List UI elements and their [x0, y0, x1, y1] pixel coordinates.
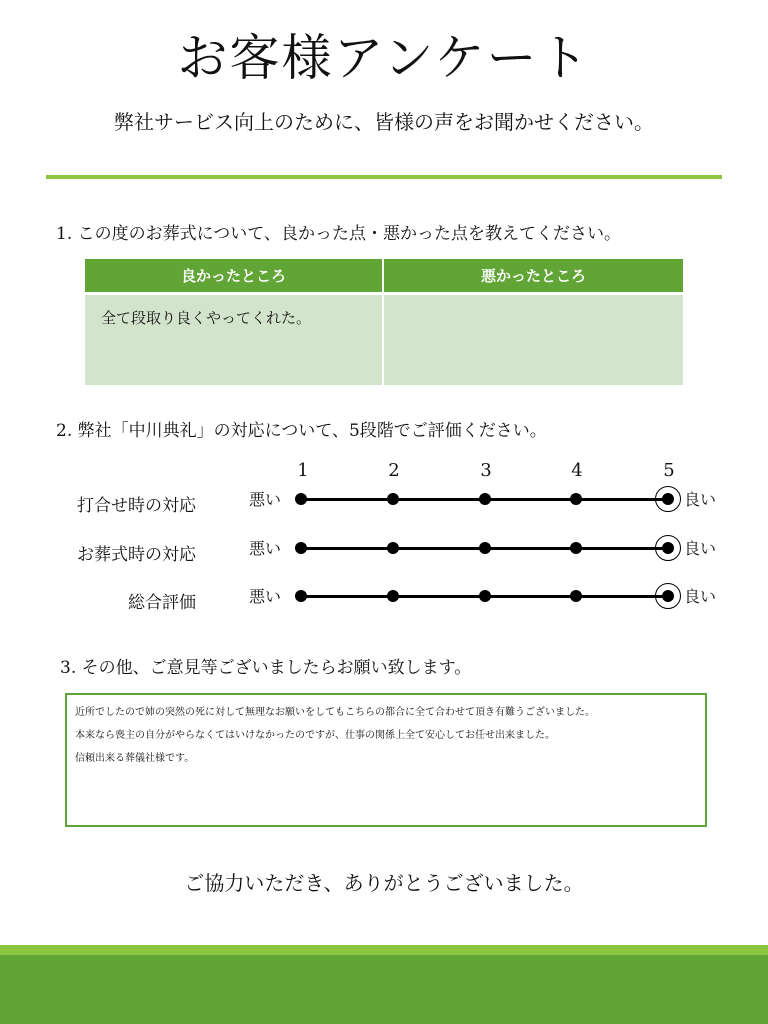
comment-line: 近所でしたので姉の突然の死に対して無理なお願いをしてもこちらの都合に全て合わせて頂き有難うございました。 — [75, 707, 595, 718]
rating-option-1[interactable] — [295, 542, 307, 554]
good-bad-table — [85, 259, 683, 385]
high-label: 良い — [684, 490, 717, 509]
rating-option-4[interactable] — [570, 542, 582, 554]
rating-option-3[interactable] — [479, 590, 491, 602]
page-title: お客様アンケート — [177, 29, 591, 87]
rating-row-label: お葬式時の対応 — [77, 545, 196, 565]
page-subtitle: 弊社サービス向上のために、皆様の声をお聞かせください。 — [114, 110, 654, 134]
header-divider — [46, 175, 722, 179]
column-bad-header: 悪かったところ — [384, 259, 683, 292]
scale-number-2: 2 — [388, 460, 400, 481]
question-1: 1. この度のお葬式について、良かった点・悪かった点を教えてください。 — [56, 224, 621, 244]
selected-rating-marker — [655, 535, 681, 561]
high-label: 良い — [684, 539, 717, 558]
scale-number-4: 4 — [571, 460, 583, 481]
question-2: 2. 弊社「中川典礼」の対応について、5段階でご評価ください。 — [56, 421, 547, 441]
rating-option-1[interactable] — [295, 493, 307, 505]
rating-option-3[interactable] — [479, 542, 491, 554]
rating-option-2[interactable] — [387, 493, 399, 505]
footer-band-dark — [0, 955, 768, 1024]
column-good-header: 良かったところ — [85, 259, 384, 292]
low-label: 悪い — [249, 587, 282, 606]
low-label: 悪い — [249, 490, 282, 509]
rating-row-label: 打合せ時の対応 — [77, 496, 196, 516]
rating-row-label: 総合評価 — [128, 593, 196, 613]
rating-option-2[interactable] — [387, 542, 399, 554]
scale-number-5: 5 — [663, 460, 675, 481]
rating-option-4[interactable] — [570, 590, 582, 602]
thanks-message: ご協力いただき、ありがとうございました。 — [184, 871, 584, 895]
footer-band-light — [0, 945, 768, 955]
question-3: 3. その他、ご意見等ございましたらお願い致します。 — [60, 658, 472, 678]
comment-line: 信頼出来る葬儀社様です。 — [75, 753, 195, 764]
comment-line: 本来なら喪主の自分がやらなくてはいけなかったのですが、仕事の関係上全て安心してお任せ出来ました。 — [75, 730, 555, 741]
selected-rating-marker — [655, 583, 681, 609]
answer-good-cell[interactable]: 全て段取り良くやってくれた。 — [85, 292, 384, 385]
comments-box[interactable] — [65, 693, 707, 827]
selected-rating-marker — [655, 486, 681, 512]
high-label: 良い — [684, 587, 717, 606]
scale-number-1: 1 — [297, 460, 309, 481]
rating-option-2[interactable] — [387, 590, 399, 602]
rating-option-1[interactable] — [295, 590, 307, 602]
rating-option-4[interactable] — [570, 493, 582, 505]
rating-option-3[interactable] — [479, 493, 491, 505]
scale-number-3: 3 — [480, 460, 492, 481]
low-label: 悪い — [249, 539, 282, 558]
answer-bad-cell[interactable] — [384, 292, 683, 385]
